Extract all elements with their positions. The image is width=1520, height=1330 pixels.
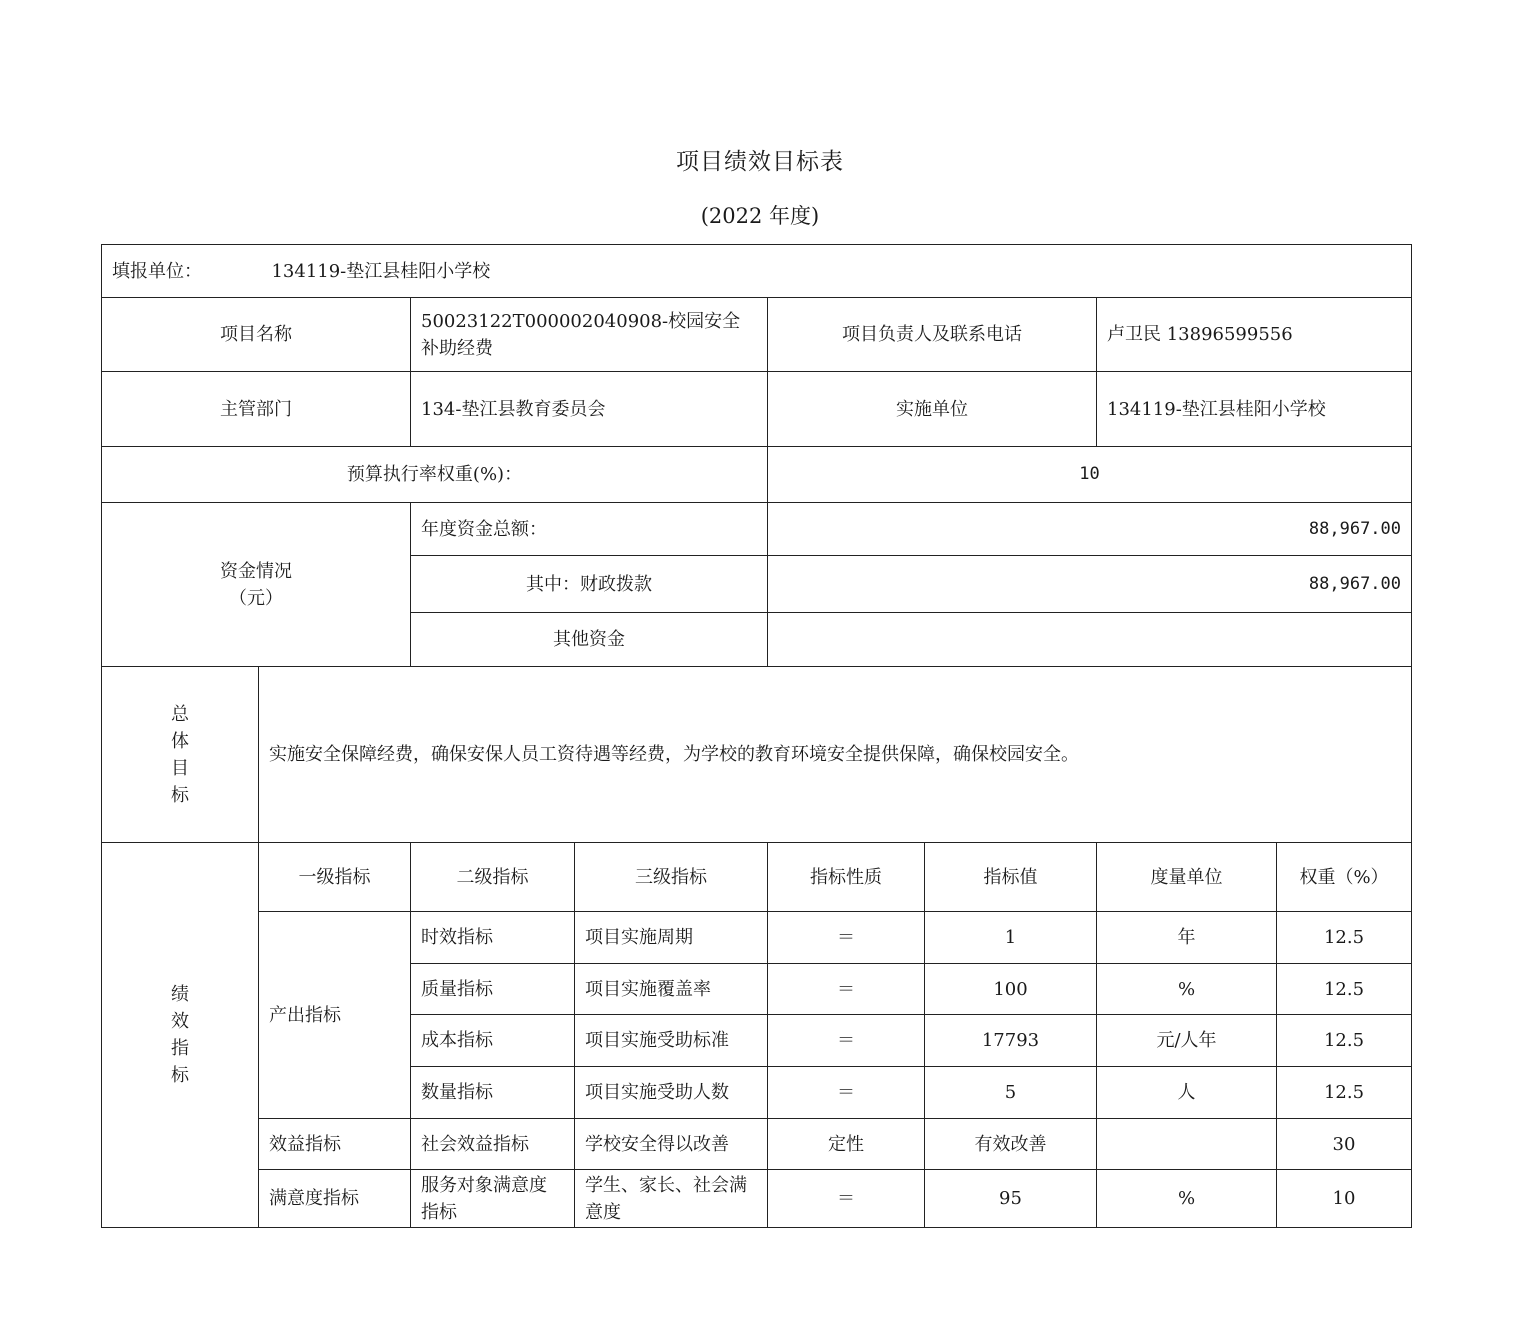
table-row — [102, 1170, 1412, 1228]
level2-cell: 成本指标 — [411, 1015, 575, 1067]
perf-header-row — [102, 843, 1412, 912]
level2-cell: 数量指标 — [411, 1067, 575, 1119]
funds-label-line2: （元） — [229, 587, 283, 609]
header-nature: 指标性质 — [768, 843, 925, 912]
header-value: 指标值 — [925, 843, 1097, 912]
budget-rate-label: 预算执行率权重(%)： — [102, 447, 768, 503]
level2-cell: 社会效益指标 — [411, 1119, 575, 1170]
perf-label-char: 标 — [171, 1065, 189, 1086]
contact-label: 项目负责人及联系电话 — [768, 298, 1097, 372]
unit-cell: % — [1097, 964, 1277, 1015]
weight-cell: 12.5 — [1277, 912, 1412, 964]
funds-other-label: 其他资金 — [411, 613, 768, 667]
unit-cell: % — [1097, 1170, 1277, 1228]
unit-cell: 年 — [1097, 912, 1277, 964]
table-row — [102, 912, 1412, 964]
level1-cell: 效益指标 — [259, 1119, 411, 1170]
table-row — [102, 1119, 1412, 1170]
budget-rate-row — [102, 447, 1412, 503]
level3-cell: 学校安全得以改善 — [575, 1119, 768, 1170]
header-level2: 二级指标 — [411, 843, 575, 912]
value-cell: 5 — [925, 1067, 1097, 1119]
header-level1: 一级指标 — [259, 843, 411, 912]
value-cell: 1 — [925, 912, 1097, 964]
nature-cell: ＝ — [768, 964, 925, 1015]
reporting-unit-cell — [102, 245, 1412, 298]
weight-cell: 30 — [1277, 1119, 1412, 1170]
output-indicator-label: 产出指标 — [259, 912, 411, 1119]
value-cell: 95 — [925, 1170, 1097, 1228]
value-cell: 17793 — [925, 1015, 1097, 1067]
budget-rate-value: 10 — [768, 447, 1412, 503]
funds-label — [102, 503, 411, 667]
weight-cell: 10 — [1277, 1170, 1412, 1228]
value-cell: 100 — [925, 964, 1097, 1015]
unit-cell — [1097, 1119, 1277, 1170]
weight-cell: 12.5 — [1277, 964, 1412, 1015]
level3-cell: 项目实施受助标准 — [575, 1015, 768, 1067]
nature-cell: ＝ — [768, 1067, 925, 1119]
level2-cell: 服务对象满意度指标 — [411, 1170, 575, 1228]
goal-label-char: 体 — [171, 730, 189, 752]
project-name-value: 50023122T000002040908-校园安全补助经费 — [411, 298, 768, 372]
performance-target-table — [101, 244, 1412, 1228]
page-subtitle: (2022 年度) — [700, 204, 820, 228]
overall-goal-text: 实施安全保障经费，确保安保人员工资待遇等经费，为学校的教育环境安全提供保障，确保校园安全。 — [259, 667, 1412, 843]
department-value: 134-垫江县教育委员会 — [411, 372, 768, 447]
funds-fiscal-value: 88,967.00 — [768, 556, 1412, 613]
header-weight: 权重（%） — [1277, 843, 1412, 912]
level2-cell: 时效指标 — [411, 912, 575, 964]
funds-total-row — [102, 503, 1412, 556]
project-name-label: 项目名称 — [102, 298, 411, 372]
implementing-unit-label: 实施单位 — [768, 372, 1097, 447]
level2-cell: 质量指标 — [411, 964, 575, 1015]
level3-cell: 项目实施覆盖率 — [575, 964, 768, 1015]
unit-cell: 元/人年 — [1097, 1015, 1277, 1067]
project-name-row — [102, 298, 1412, 372]
department-row — [102, 372, 1412, 447]
implementing-unit-value: 134119-垫江县桂阳小学校 — [1097, 372, 1412, 447]
goal-label-char: 目 — [171, 757, 189, 779]
reporting-unit-row — [102, 245, 1412, 298]
perf-label-char: 效 — [171, 1011, 189, 1032]
level3-cell: 项目实施受助人数 — [575, 1067, 768, 1119]
department-label: 主管部门 — [102, 372, 411, 447]
goal-label-char: 标 — [171, 784, 189, 806]
nature-cell: ＝ — [768, 1170, 925, 1228]
level3-cell: 学生、家长、社会满意度 — [575, 1170, 768, 1228]
weight-cell: 12.5 — [1277, 1015, 1412, 1067]
nature-cell: ＝ — [768, 1015, 925, 1067]
perf-label — [102, 843, 259, 1228]
reporting-unit-value: 134119-垫江县桂阳小学校 — [271, 260, 491, 282]
nature-cell: ＝ — [768, 912, 925, 964]
unit-cell: 人 — [1097, 1067, 1277, 1119]
funds-fiscal-label: 其中：财政拨款 — [411, 556, 768, 613]
funds-label-line1: 资金情况 — [220, 560, 292, 582]
goal-label-char: 总 — [171, 703, 189, 725]
funds-total-label: 年度资金总额： — [411, 503, 768, 556]
contact-value: 卢卫民 13896599556 — [1097, 298, 1412, 372]
perf-label-char: 指 — [171, 1038, 189, 1059]
level1-cell: 满意度指标 — [259, 1170, 411, 1228]
perf-label-char: 绩 — [171, 984, 189, 1005]
funds-total-value: 88,967.00 — [768, 503, 1412, 556]
header-unit: 度量单位 — [1097, 843, 1277, 912]
header-level3: 三级指标 — [575, 843, 768, 912]
funds-other-value — [768, 613, 1412, 667]
value-cell: 有效改善 — [925, 1119, 1097, 1170]
overall-goal-row — [102, 667, 1412, 843]
level3-cell: 项目实施周期 — [575, 912, 768, 964]
weight-cell: 12.5 — [1277, 1067, 1412, 1119]
nature-cell: 定性 — [768, 1119, 925, 1170]
page-title: 项目绩效目标表 — [676, 149, 844, 175]
reporting-unit-label: 填报单位： — [112, 260, 202, 282]
overall-goal-label — [102, 667, 259, 843]
